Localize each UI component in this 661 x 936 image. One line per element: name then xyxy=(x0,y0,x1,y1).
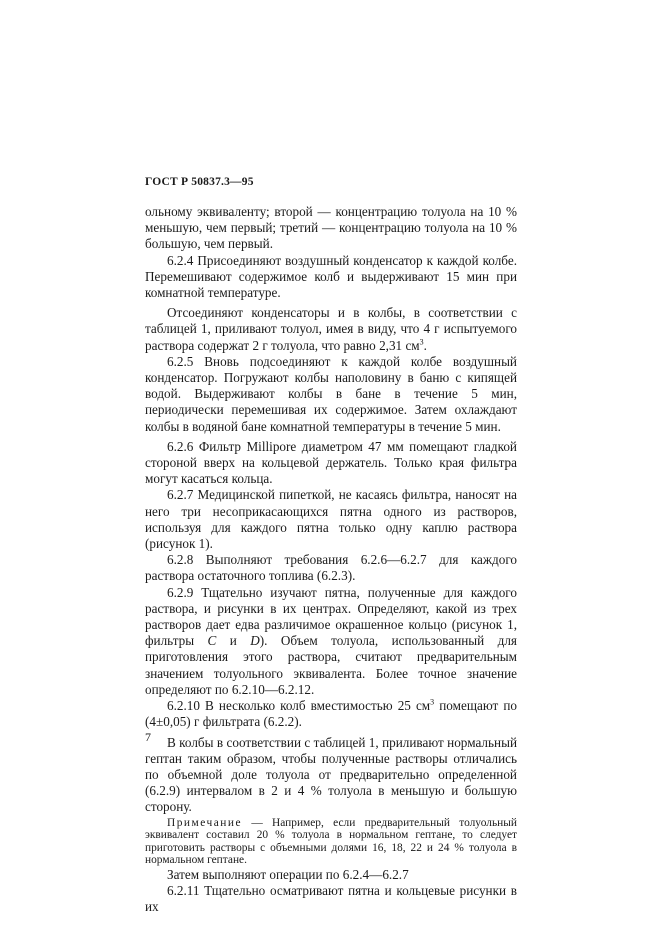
paragraph-continuation: ольному эквиваленту; второй — концентрацию толуола на 10 % меньшую, чем первый; третий — концентрацию толуола на 10 % большую, чем первый. xyxy=(145,204,517,252)
conjunction: и xyxy=(216,633,251,649)
paragraph-text-end: ). Объем толуола, использованный для приготовления этого раствора, считают предварительным значением толуольного эквивалента. Более точное значение определяют по 6.2.10—6.2.12. xyxy=(145,633,517,697)
paragraph-6-2-7: 6.2.7 Медицинской пипеткой, не касаясь фильтра, наносят на него три несоприкасающихся пятна одного из растворов, используя для каждого пятна только одну каплю раствора (рисунок 1). xyxy=(145,487,517,552)
paragraph-end: . xyxy=(423,337,427,353)
paragraph-end: помещают по (4±0,05) г фильтрата (6.2.2). xyxy=(145,698,517,730)
note xyxy=(145,817,517,867)
paragraph-then-operations: Затем выполняют операции по 6.2.4—6.2.7 xyxy=(167,866,409,882)
note-label: Примечание xyxy=(167,816,243,829)
page-number: 7 xyxy=(145,730,151,744)
paragraph-6-2-8: 6.2.8 Выполняют требования 6.2.6—6.2.7 для каждого раствора остаточного топлива (6.2.3). xyxy=(145,552,517,584)
paragraph-heptane-addition: В колбы в соответствии с таблицей 1, приливают нормальный гептан таким образом, чтобы полученные растворы отличались по объемной доле толуола от предварительно определенной (6.2.9) интервалом в 2 и 4 % толуола в меньшую и большую сторону. xyxy=(145,734,517,815)
paragraph-6-2-5: 6.2.5 Вновь подсоединяют к каждой колбе воздушный конденсатор. Погружают колбы наполовину в баню с кипящей водой. Выдерживают колбы в бане в течение 5 мин, периодически перемешивая их содержимое. Затем охлаждают колбы в водяной бане комнатной температуры в течение 5 мин. xyxy=(145,353,517,434)
superscript-3: 3 xyxy=(419,337,424,347)
note-text: — Например, если предварительный толуольный эквивалент составил 20 % толуола в нормальном гептане, то следует приготовить растворы с объемными долями 16, 18, 22 и 24 % толуола в нормальном гептане. xyxy=(145,816,517,867)
paragraph-6-2-9 xyxy=(145,585,517,698)
paragraph-6-2-6: 6.2.6 Фильтр Millipore диаметром 47 мм помещают гладкой стороной вверх на кольцевой держатель. Только края фильтра могут касаться кольца. xyxy=(145,438,517,487)
paragraph-6-2-4: 6.2.4 Присоединяют воздушный конденсатор к каждой колбе. Перемешивают содержимое колб и выдерживают 15 мин при комнатной температуре. xyxy=(145,252,517,301)
body-text xyxy=(145,204,517,916)
filter-d-label: D xyxy=(250,633,260,649)
paragraph-6-2-10 xyxy=(145,698,517,730)
paragraph-6-2-11: 6.2.11 Тщательно осматривают пятна и кольцевые рисунки в их xyxy=(145,883,517,915)
filter-c-label: С xyxy=(207,633,217,649)
paragraph-text: 6.2.10 В несколько колб вместимостью 25 см xyxy=(167,698,431,714)
paragraph-text: 6.2.9 Тщательно изучают пятна, полученные для каждого раствора, и рисунки в их центрах. Определяют, какой из трех растворов дает едва различимое окрашенное кольцо (рисунок 1, фильтры xyxy=(145,584,517,649)
paragraph-toluene-addition xyxy=(145,305,517,354)
paragraph-text: Отсоединяют конденсаторы и в колбы, в соответствии с таблицей 1, приливают толуол, имея в виду, что 4 г испытуемого раствора содержат 2 г толуола, что равно 2,31 см xyxy=(145,305,517,353)
document-code-header: ГОСТ Р 50837.3—95 xyxy=(145,176,254,188)
superscript-3: 3 xyxy=(430,697,435,707)
